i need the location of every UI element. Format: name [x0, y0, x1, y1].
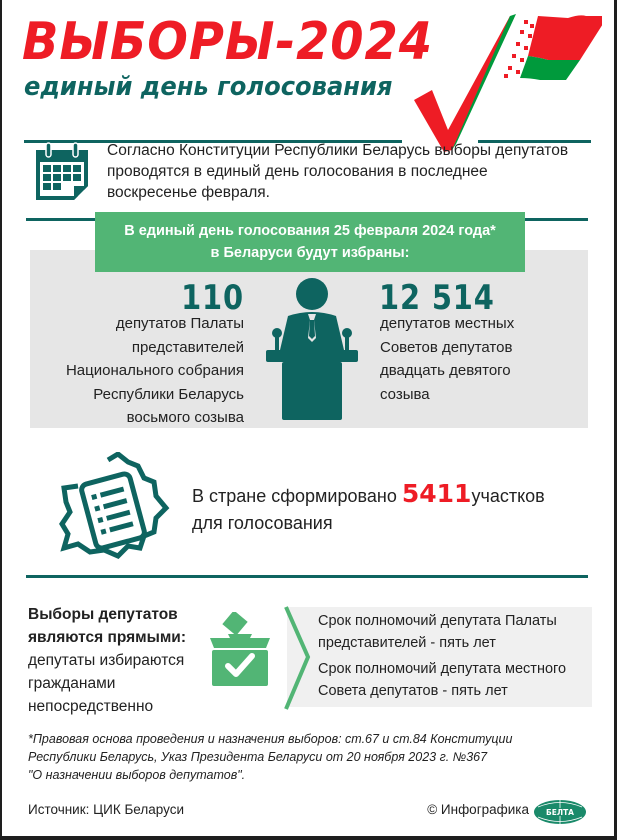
ballot-box-icon: [206, 612, 274, 688]
infographic: [2, 0, 614, 836]
divider: [26, 575, 588, 578]
terms-list: [318, 610, 598, 706]
polling-stations-text: В стране сформировано 5411участков для голосования: [192, 479, 545, 533]
deputies-count-local: 12 514: [379, 278, 495, 318]
banner-line-1: В единый день голосования 25 февраля 2024 года*: [124, 223, 496, 239]
checkmark-flag-icon: [402, 12, 602, 157]
page-subtitle: единый день голосования: [24, 72, 393, 102]
banner-line-2: в Беларуси будут избраны:: [210, 245, 410, 261]
election-date-banner: [95, 212, 525, 272]
footnote: *Правовая основа проведения и назначения выборов: ст.67 и ст.84 Конституции Республики Беларусь, Указ Президента Беларуси от 20 ноября 2023 г. №367 "О назначении выборов депутатов".: [28, 732, 513, 782]
calendar-icon: [32, 140, 92, 202]
belta-logo: [532, 798, 588, 826]
deputies-desc-local: депутатов местных Советов депутатов двадцать девятого созыва: [380, 315, 515, 403]
speaker-podium-icon: [264, 276, 360, 424]
deputies-count-national: 110: [181, 278, 244, 318]
polling-stations-count: 5411: [401, 479, 472, 508]
svg-text:БЕЛТА: БЕЛТА: [546, 808, 574, 817]
term-item: Срок полномочий депутата местного Совета депутатов - пять лет: [318, 661, 567, 699]
chevron-right-icon: [282, 605, 312, 711]
term-item: Срок полномочий депутата Палаты представителей - пять лет: [318, 613, 557, 651]
belarus-map-ballot-icon: [58, 452, 170, 564]
direct-elections-text: Выборы депутатов являются прямыми: депутаты избираются гражданами непосредственно: [28, 606, 186, 715]
deputies-desc-national: депутатов Палаты представителей Национального собрания Республики Беларусь восьмого созыва: [65, 315, 244, 426]
intro-text: Согласно Конституции Республики Беларусь выборы депутатов проводятся в единый день голосования в последнее воскресенье февраля.: [107, 142, 569, 201]
source-text: Источник: ЦИК Беларуси: [28, 802, 184, 817]
page-title: ВЫБОРЫ-2024: [22, 12, 433, 72]
credit-text: © Инфографика: [427, 802, 529, 817]
